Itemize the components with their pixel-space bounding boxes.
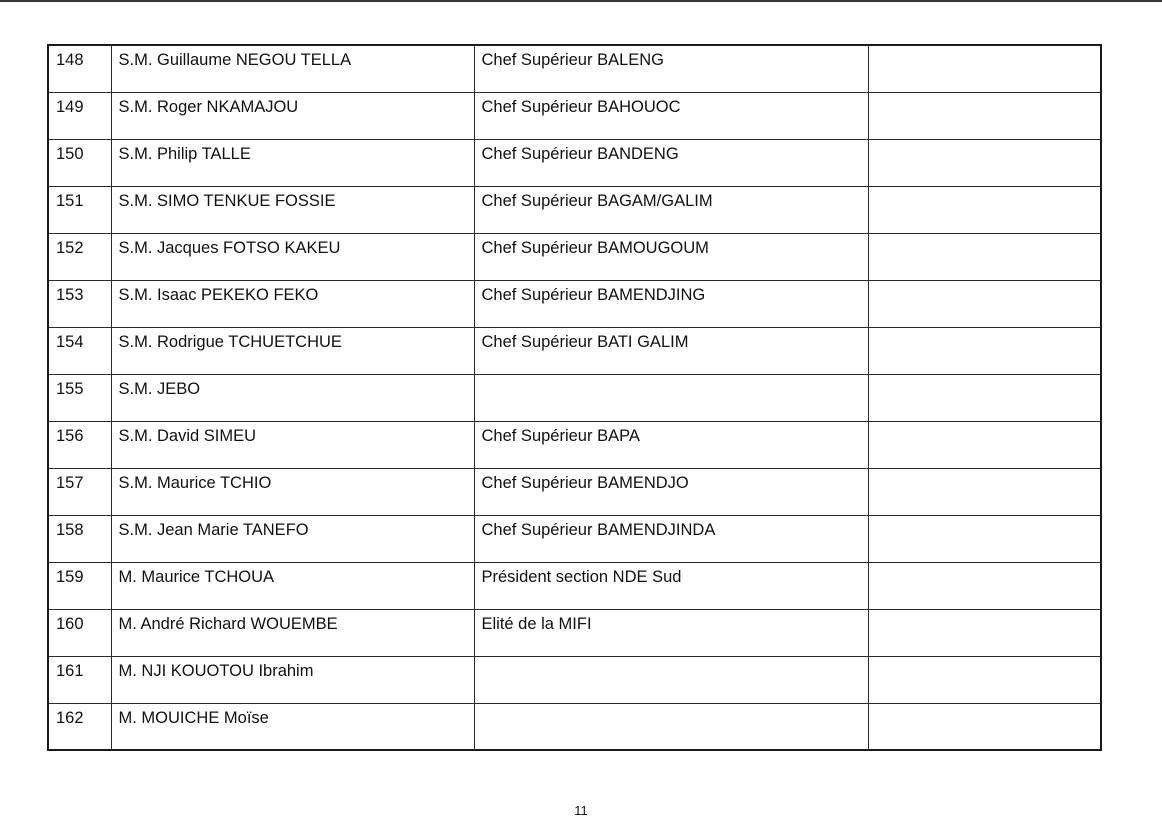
person-name-cell [111,703,474,750]
table-row [48,280,1101,327]
person-name-cell [111,656,474,703]
remarks-cell [869,46,1101,50]
row-number-cell [48,515,111,562]
person-name-cell [111,468,474,515]
row-number: 157 [56,473,84,492]
row-number-cell [48,421,111,468]
table-row [48,45,1101,92]
row-number: 158 [56,520,84,539]
row-number: 159 [56,567,84,586]
row-number: 162 [56,708,84,727]
person-name: M. MOUICHE Moïse [118,708,269,727]
row-number-cell [48,139,111,186]
person-title: Chef Supérieur BAMENDJINDA [481,520,716,539]
person-name: S.M. Maurice TCHIO [118,473,272,492]
person-title-cell [474,327,868,374]
person-title-cell [474,139,868,186]
row-number: 156 [56,426,84,445]
row-number: 152 [56,238,84,257]
row-number-cell [48,468,111,515]
remarks-cell-cell [868,45,1101,92]
person-name: S.M. Rodrigue TCHUETCHUE [118,332,342,351]
person-name-cell [111,421,474,468]
remarks-cell [869,516,1101,520]
person-name-cell [111,609,474,656]
person-name: S.M. Roger NKAMAJOU [118,97,299,116]
remarks-cell-cell [868,233,1101,280]
remarks-cell [869,422,1101,426]
person-title: Chef Supérieur BAHOUOC [481,97,681,116]
page-top-border [0,0,1162,2]
person-title-cell [474,421,868,468]
person-name-cell [111,280,474,327]
remarks-cell-cell [868,139,1101,186]
row-number-cell [48,562,111,609]
row-number-cell [48,374,111,421]
row-number-cell [48,280,111,327]
table-row [48,468,1101,515]
person-title-cell [474,703,868,750]
remarks-cell-cell [868,327,1101,374]
remarks-cell [869,187,1101,191]
person-title: Chef Supérieur BAMENDJO [481,473,689,492]
person-title: Chef Supérieur BAMOUGOUM [481,238,709,257]
table-row [48,374,1101,421]
remarks-cell [869,281,1101,285]
table-row [48,139,1101,186]
person-name-cell [111,327,474,374]
person-title-cell [474,515,868,562]
row-number-cell [48,609,111,656]
person-name: S.M. David SIMEU [118,426,257,445]
person-name: S.M. Jean Marie TANEFO [118,520,309,539]
remarks-cell-cell [868,374,1101,421]
person-name-cell [111,515,474,562]
row-number: 161 [56,661,84,680]
remarks-cell [869,328,1101,332]
row-number-cell [48,45,111,92]
person-title-cell [474,45,868,92]
table-body [48,45,1101,750]
person-title [475,375,868,379]
row-number: 154 [56,332,84,351]
remarks-cell-cell [868,656,1101,703]
remarks-cell [869,469,1101,473]
person-name: M. André Richard WOUEMBE [118,614,338,633]
person-title: Chef Supérieur BATI GALIM [481,332,689,351]
person-name: S.M. Guillaume NEGOU TELLA [118,51,352,69]
row-number-cell [48,703,111,750]
table-row [48,327,1101,374]
remarks-cell [869,140,1101,144]
row-number-cell [48,92,111,139]
person-title-cell [474,233,868,280]
row-number: 160 [56,614,84,633]
row-number: 151 [56,191,84,210]
remarks-cell-cell [868,468,1101,515]
table-row [48,703,1101,750]
remarks-cell [869,704,1101,708]
person-title-cell [474,280,868,327]
person-name: S.M. SIMO TENKUE FOSSIE [118,191,336,210]
person-name-cell [111,186,474,233]
person-title: Chef Supérieur BANDENG [481,144,679,163]
remarks-cell [869,93,1101,97]
person-title: Elité de la MIFI [481,614,592,633]
person-title-cell [474,468,868,515]
remarks-cell [869,234,1101,238]
person-title-cell [474,186,868,233]
table-row [48,92,1101,139]
person-name: M. Maurice TCHOUA [118,567,275,586]
remarks-cell [869,563,1101,567]
person-name-cell [111,374,474,421]
remarks-cell-cell [868,515,1101,562]
person-title-cell [474,609,868,656]
remarks-cell-cell [868,703,1101,750]
person-name: S.M. Isaac PEKEKO FEKO [118,285,319,304]
row-number-cell [48,233,111,280]
row-number: 155 [56,379,84,398]
remarks-cell-cell [868,562,1101,609]
table-row [48,656,1101,703]
person-title: Chef Supérieur BALENG [481,51,665,69]
page-number: 11 [574,803,588,818]
person-title-cell [474,562,868,609]
person-title-cell [474,656,868,703]
row-number: 150 [56,144,84,163]
person-name-cell [111,139,474,186]
row-number-cell [48,656,111,703]
person-name: S.M. Jacques FOTSO KAKEU [118,238,341,257]
person-title [475,657,868,661]
participants-table [47,44,1102,751]
remarks-cell-cell [868,92,1101,139]
table-row [48,609,1101,656]
person-name: S.M. Philip TALLE [118,144,251,163]
person-title-cell [474,374,868,421]
person-name-cell [111,92,474,139]
remarks-cell [869,375,1101,379]
person-title: Chef Supérieur BAPA [481,426,640,445]
row-number-cell [48,186,111,233]
remarks-cell-cell [868,186,1101,233]
remarks-cell [869,610,1101,614]
remarks-cell-cell [868,280,1101,327]
row-number: 148 [56,51,84,69]
person-title: Chef Supérieur BAGAM/GALIM [481,191,713,210]
remarks-cell-cell [868,609,1101,656]
row-number: 153 [56,285,84,304]
row-number-cell [48,327,111,374]
person-name: M. NJI KOUOTOU Ibrahim [118,661,314,680]
person-title [475,704,868,708]
person-name: S.M. JEBO [118,379,201,398]
remarks-cell [869,657,1101,661]
table-row [48,562,1101,609]
person-title: Président section NDE Sud [481,567,682,586]
person-title-cell [474,92,868,139]
table-row [48,233,1101,280]
person-name-cell [111,45,474,92]
person-name-cell [111,233,474,280]
person-name-cell [111,562,474,609]
table-row [48,515,1101,562]
person-title: Chef Supérieur BAMENDJING [481,285,706,304]
remarks-cell-cell [868,421,1101,468]
row-number: 149 [56,97,84,116]
table-row [48,186,1101,233]
table-row [48,421,1101,468]
